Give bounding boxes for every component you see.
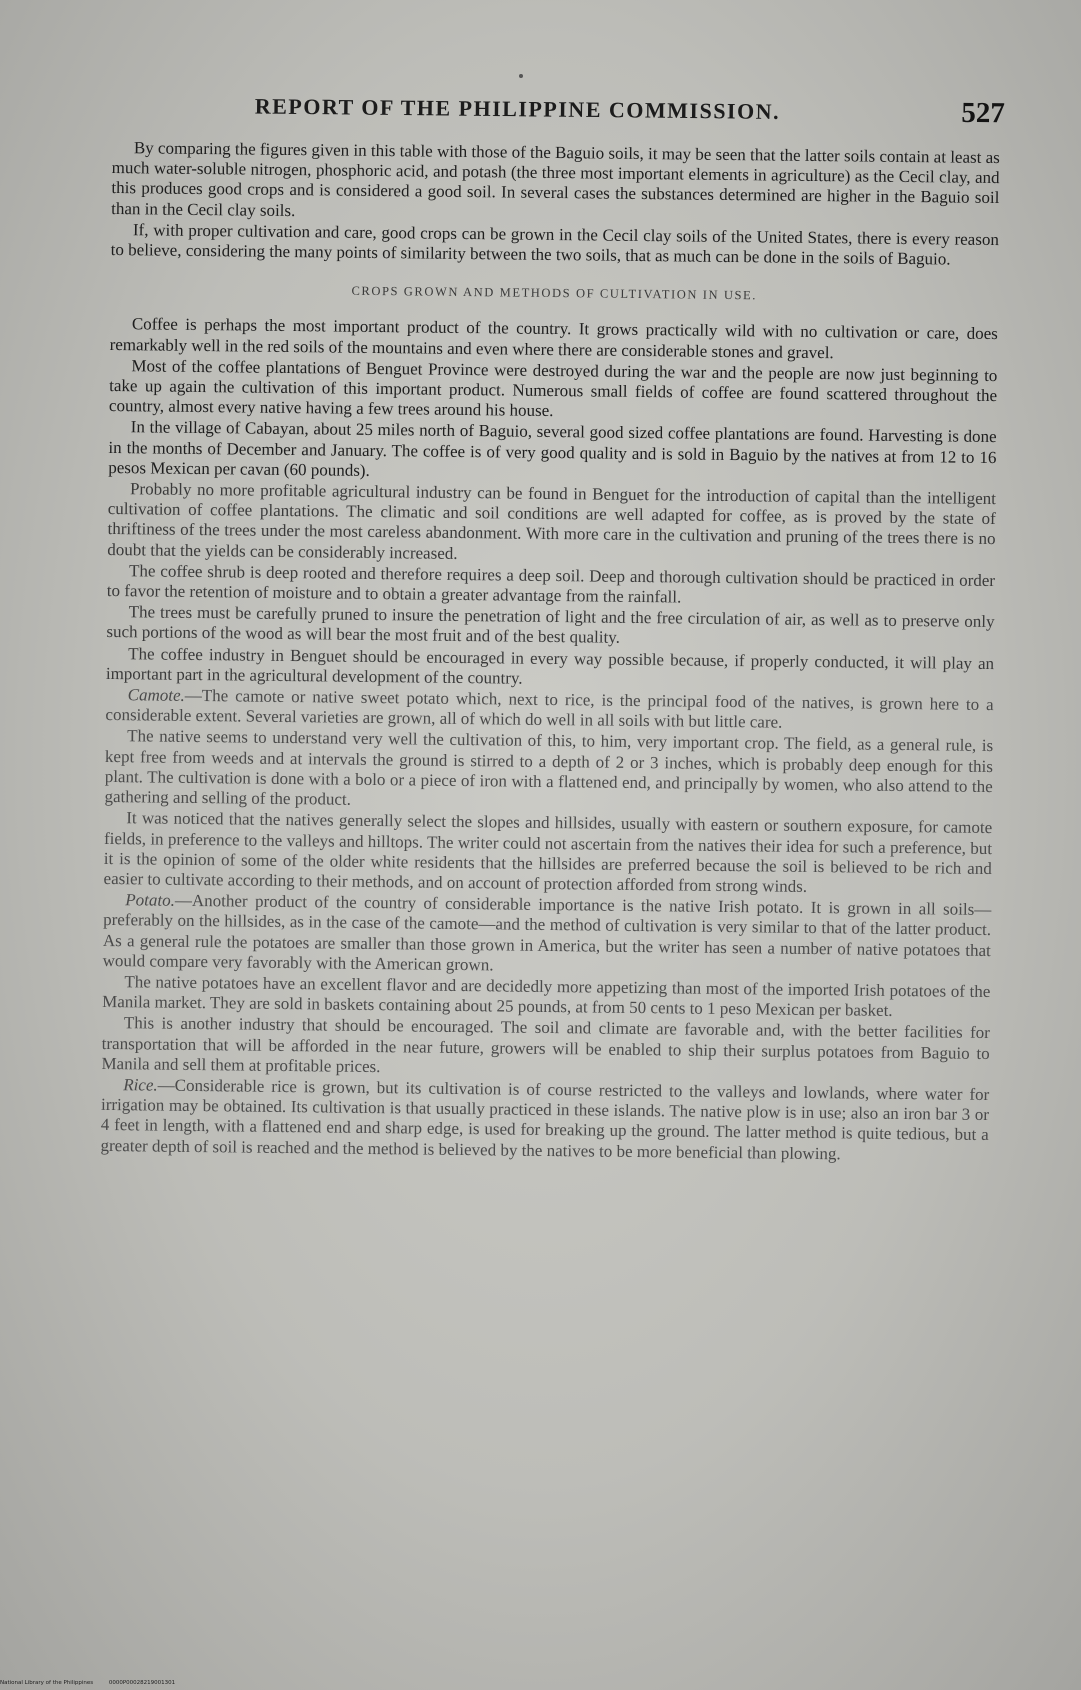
paragraph-coffee-plantations: Most of the coffee plantations of Benguet Province were destroyed during the war and the people are now just beginning to take up again the cultivation of this important product. Numerous small fields of coffee are found scattered throughout the country, almost every native having a few trees around his house.	[108, 356, 998, 421]
potato-lead: Potato.	[125, 890, 176, 910]
camote-text: —The camote or native sweet potato which, next to rice, is the principal food of the natives, is grown here to a considerable extent. Several varieties are grown, all of which do well in all soils with but little care.	[105, 685, 994, 732]
scan-footer	[0, 1680, 189, 1686]
page-header	[115, 88, 1005, 137]
paragraph-soil-comparison: By comparing the figures given in this table with those of the Baguio soils, it may be seen that the latter soils contain at least as much water-soluble nitrogen, phosphoric acid, and potash (the three most important elements in agriculture) as the Cecil clay, and this produces good crops and is considered a good soil. In several cases the substances determined are higher in the Baguio soil than in the Cecil clay soils.	[111, 138, 1000, 220]
paragraph-camote-cultivation: The native seems to understand very well the cultivation of this, to him, very important crop. The field, as a general rule, is kept free from weeds and at intervals the ground is stirred to a depth of 2 or 3 inches, which is probably deep enough for this plant. The cultivation is done with a bolo or a piece of iron with a flattened end, and principally by women, who also attend to the gathering and selling of the product.	[104, 726, 994, 809]
paragraph-potato-industry: This is another industry that should be encouraged. The soil and climate are favorable and, with the better facilities for transportation that will be afforded in the near future, growers will be enabled to ship their surplus potatoes from Baguio to Manila and sell them at profitable prices.	[101, 1013, 991, 1076]
running-title: REPORT OF THE PHILIPPINE COMMISSION.	[254, 93, 781, 124]
rice-text: —Considerable rice is grown, but its cultivation is of course restricted to the valleys and lowlands, where water for irrigation may be obtained. Its cultivation is that usually practiced in these islands. The native plow is in use; also an iron bar 3 or 4 feet in length, with a flattened end and sharp edge, is used for breaking up the ground. The latter method is quite tedious, but a greater depth of soil is reached and the method is believed by the natives to be more beneficial than plowing.	[100, 1075, 990, 1163]
footer-library: National Library of the Philippines	[0, 1680, 94, 1686]
paragraph-coffee-encouraged: The coffee industry in Benguet should be encouraged in every way possible because, if properly conducted, it will play an important part in the agricultural development of the country.	[105, 643, 995, 688]
footer-code: 0000P00028219001301	[108, 1680, 176, 1686]
page-number: 527	[961, 96, 1005, 130]
rice-lead: Rice.	[123, 1075, 158, 1095]
paragraph-cabayan: In the village of Cabayan, about 25 miles north of Baguio, several good sized coffee plantations are found. Harvesting is done in the months of December and January. The coffee is of very good quality and is sold in Baguio by the natives at from 12 to 16 pesos Mexican per cavan (60 pounds).	[108, 417, 997, 480]
paragraph-rice	[100, 1075, 989, 1166]
paragraph-coffee-intro: Coffee is perhaps the most important product of the country. It grows practically wild with no cultivation or care, does remarkably well in the red soils of the mountains and even where there are considerable stones and gravel.	[109, 314, 998, 362]
print-speck	[519, 74, 523, 78]
section-heading: CROPS GROWN AND METHODS OF CULTIVATION IN USE.	[351, 283, 758, 303]
paragraph-coffee-industry: Probably no more profitable agricultural industry can be found in Benguet for the introduction of capital than the intelligent cultivation of coffee plantations. The climatic and soil conditions are well adapted for coffee, as is proved by the state of thriftiness of the trees under the most careless abandonment. With more care in the cultivation and pruning of the trees there is no doubt that the yields can be considerably increased.	[107, 479, 997, 563]
paragraph-camote-slopes: It was noticed that the natives generally select the slopes and hillsides, usually with eastern or southern exposure, for camote fields, in preference to the valleys and hilltops. The writer could not ascertain from the natives their idea for such a preference, but it is the opinion of some of the older white residents that the hillsides are preferred because the soil is believed to be rich and easier to cultivate according to their methods, and on account of protection afforded from strong winds.	[103, 808, 993, 896]
paragraph-potato	[103, 890, 992, 981]
paragraph-potato-flavor: The native potatoes have an excellent flavor and are decidedly more appetizing than most of the imported Irish potatoes of the Manila market. They are sold in baskets containing about 25 pounds, at from 50 cents to 1 peso Mexican per basket.	[102, 972, 991, 1021]
paragraph-cecil-clay: If, with proper cultivation and care, good crops can be grown in the Cecil clay soils of the United States, there is every reason to believe, considering the many points of similarity between the two soils, that as much can be done in the soils of Baguio.	[110, 220, 1000, 269]
paragraph-coffee-shrub: The coffee shrub is deep rooted and therefore requires a deep soil. Deep and thorough cultivation should be practiced in order to favor the retention of moisture and to obtain a greater advantage from the rainfall.	[106, 561, 996, 607]
potato-text: —Another product of the country of considerable importance is the native Irish potato. It is grown in all soils—preferably on the hillsides, as in the case of the camote—and the method of cultivation is very similar to that of the latter product. As a general rule the potatoes are smaller than those grown in America, but the writer has seen a number of native potatoes that would compare very favorably with the American grown.	[102, 890, 992, 975]
paragraph-pruning: The trees must be carefully pruned to insure the penetration of light and the free circulation of air, as well as to preserve only such portions of the wood as will bear the most fruit and of the best quality.	[106, 602, 995, 648]
body-text	[100, 138, 1000, 1167]
camote-lead: Camote.	[127, 685, 185, 705]
